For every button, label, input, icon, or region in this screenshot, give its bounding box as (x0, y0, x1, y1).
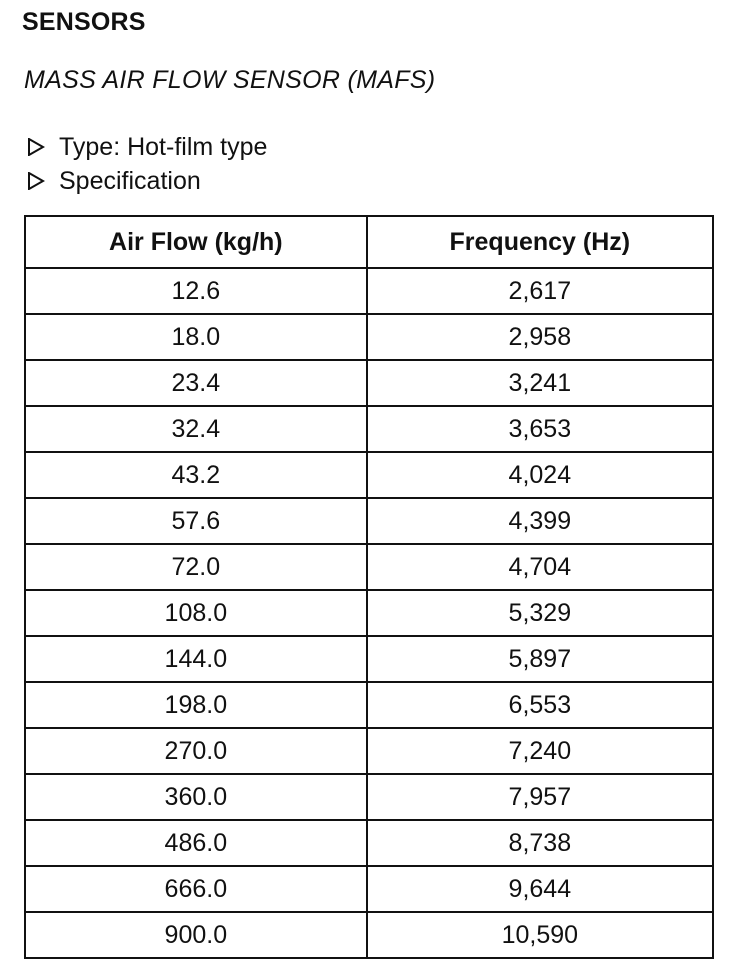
table-row (25, 866, 713, 912)
cell-frequency: 6,553 (367, 682, 713, 728)
table-row (25, 406, 713, 452)
table-row (25, 314, 713, 360)
cell-air-flow: 666.0 (25, 866, 367, 912)
table-row (25, 774, 713, 820)
cell-air-flow: 57.6 (25, 498, 367, 544)
header-air-flow: Air Flow (kg/h) (25, 216, 367, 268)
cell-frequency: 5,329 (367, 590, 713, 636)
cell-frequency: 9,644 (367, 866, 713, 912)
cell-frequency: 7,957 (367, 774, 713, 820)
bullet-list (27, 130, 267, 198)
cell-air-flow: 900.0 (25, 912, 367, 958)
section-title: SENSORS (22, 8, 146, 36)
table-row (25, 544, 713, 590)
table-row (25, 682, 713, 728)
cell-air-flow: 486.0 (25, 820, 367, 866)
bullet-item-specification (27, 164, 267, 198)
bullet-item-type (27, 130, 267, 164)
table-header-row (25, 216, 713, 268)
cell-frequency: 4,024 (367, 452, 713, 498)
table-row (25, 268, 713, 314)
cell-air-flow: 270.0 (25, 728, 367, 774)
triangle-right-icon (27, 138, 45, 156)
cell-air-flow: 144.0 (25, 636, 367, 682)
spec-table (24, 215, 714, 959)
cell-frequency: 4,704 (367, 544, 713, 590)
cell-frequency: 8,738 (367, 820, 713, 866)
cell-frequency: 3,241 (367, 360, 713, 406)
cell-frequency: 3,653 (367, 406, 713, 452)
cell-air-flow: 198.0 (25, 682, 367, 728)
bullet-text: Type: Hot-film type (59, 132, 268, 161)
bullet-text: Specification (59, 166, 201, 195)
cell-air-flow: 360.0 (25, 774, 367, 820)
table-row (25, 636, 713, 682)
triangle-right-icon (27, 172, 45, 190)
cell-air-flow: 18.0 (25, 314, 367, 360)
table-row (25, 452, 713, 498)
cell-air-flow: 43.2 (25, 452, 367, 498)
cell-air-flow: 23.4 (25, 360, 367, 406)
header-frequency: Frequency (Hz) (367, 216, 713, 268)
table-row (25, 360, 713, 406)
cell-air-flow: 12.6 (25, 268, 367, 314)
table-row (25, 728, 713, 774)
table-row (25, 590, 713, 636)
cell-frequency: 2,958 (367, 314, 713, 360)
cell-frequency: 5,897 (367, 636, 713, 682)
subtitle: MASS AIR FLOW SENSOR (MAFS) (24, 66, 436, 94)
cell-frequency: 4,399 (367, 498, 713, 544)
cell-frequency: 2,617 (367, 268, 713, 314)
table-body (25, 268, 713, 958)
cell-frequency: 10,590 (367, 912, 713, 958)
table-row (25, 498, 713, 544)
cell-air-flow: 72.0 (25, 544, 367, 590)
table-row (25, 820, 713, 866)
cell-air-flow: 32.4 (25, 406, 367, 452)
table-row (25, 912, 713, 958)
cell-air-flow: 108.0 (25, 590, 367, 636)
cell-frequency: 7,240 (367, 728, 713, 774)
